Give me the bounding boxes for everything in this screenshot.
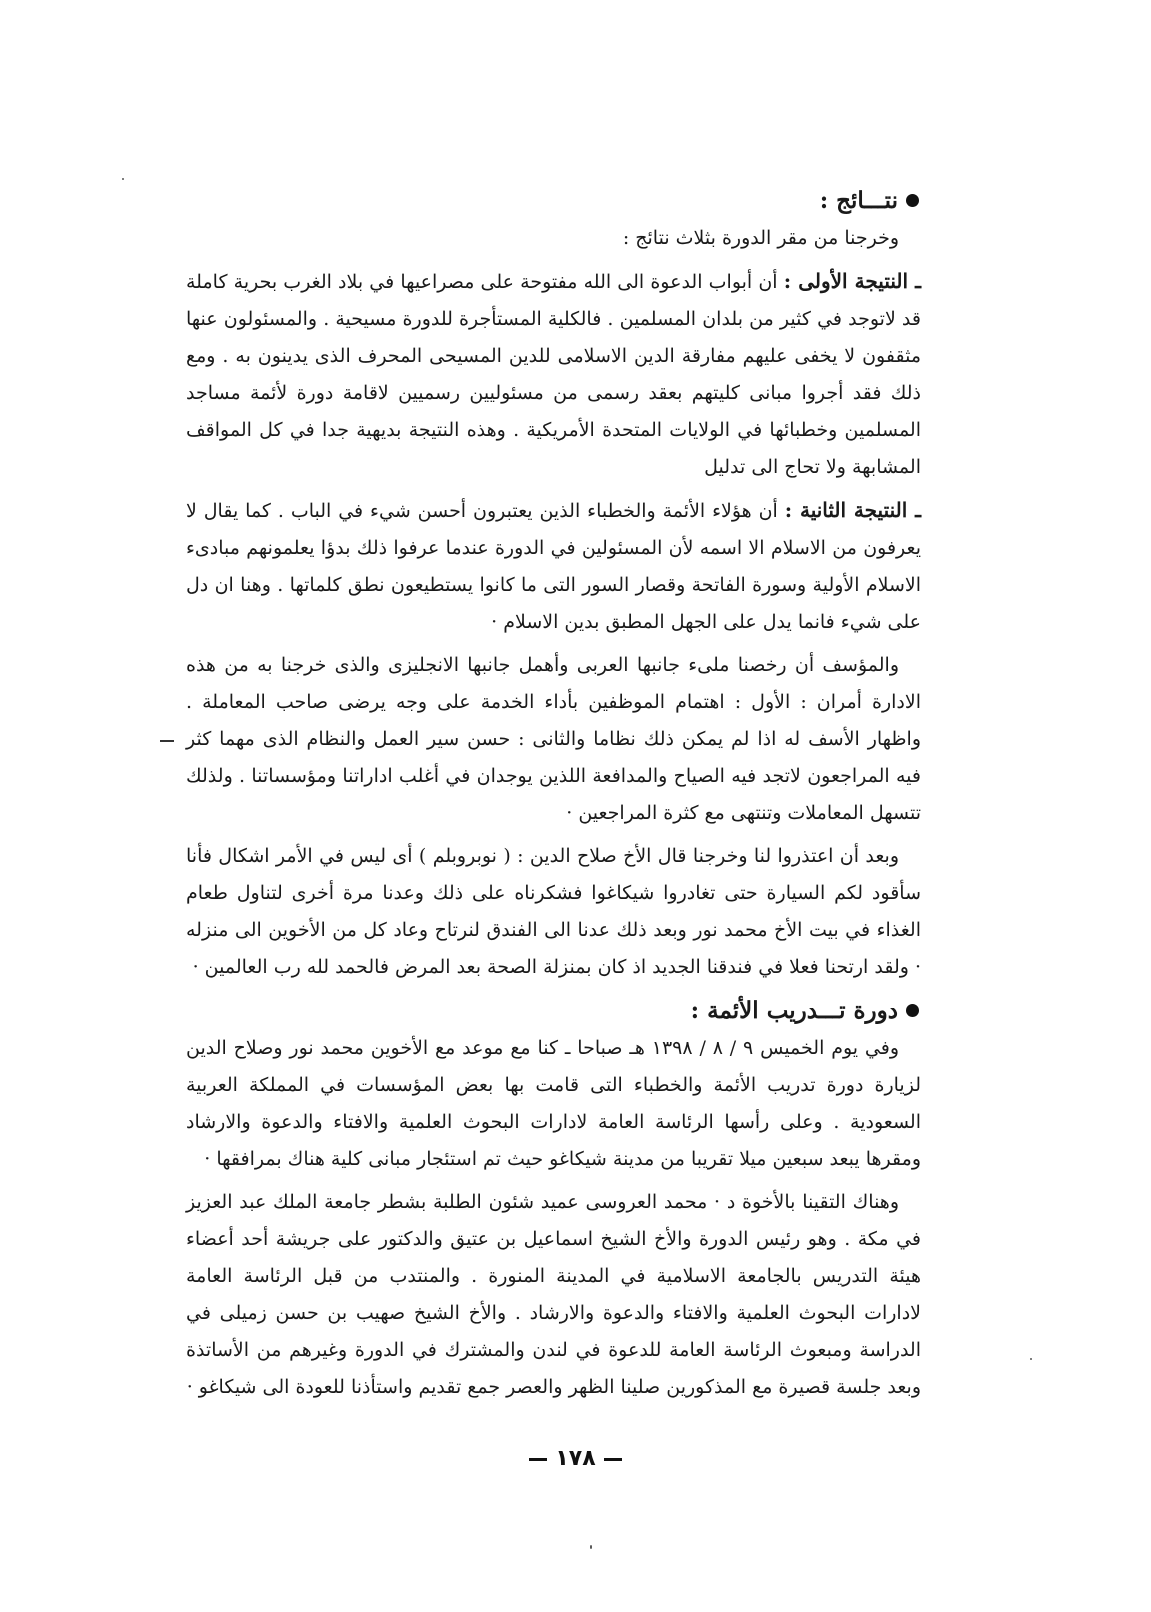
page-number — [0, 1446, 1151, 1471]
result-two-lead: ـ النتيجة الثانية : — [784, 498, 922, 522]
page-number-text: ١٧٨ — [555, 1446, 596, 1471]
scan-speck — [122, 178, 124, 180]
margin-mark — [160, 740, 174, 742]
result-one-text: أن أبواب الدعوة الى الله مفتوحة على مصراعيها في بلاد الغرب بحرية كاملة قد لاتوجد في كثير من بلدان المسلمين . فالكلية المستأجرة للدورة مسيحية . والمسئولون عنها مثقفون لا يخفى عليهم مفارقة الدين الاسلامى للدين المسيحى المحرف الذى يدينون به . ومع ذلك فقد أجروا مبانى كليتهم بعقد رسمى من مسئوليين رسميين لاقامة دورة لأئمة مساجد المسلمين وخطبائها في الولايات المتحدة الأمريكية . وهذه النتيجة بديهية جدا في كل المواقف المشابهة ولا تحاج الى تدليل — [186, 271, 921, 478]
section-heading-training — [186, 992, 921, 1030]
apology-paragraph: وبعد أن اعتذروا لنا وخرجنا قال الأخ صلاح الدين : ( نوبروبلم ) أى ليس في الأمر اشكال فأنا سأقود لكم السيارة حتى تغادروا شيكاغوا فشكرناه على ذلك وعدنا مرة أخرى لتناول طعام الغذاء في بيت الأخ محمد نور وبعد ذلك عدنا الى الفندق لنرتاح وعاد كل من الأخوين الى منزله · ولقد ارتحنا فعلا في فندقنا الجديد اذ كان بمنزلة الصحة بعد المرض فالحمد لله رب العالمين · — [186, 845, 921, 978]
scan-speck — [1030, 1358, 1032, 1360]
page-body — [186, 182, 921, 1412]
page-number-dash — [529, 1458, 547, 1461]
training-meeting-paragraph: وهناك التقينا بالأخوة د · محمد العروسى عميد شئون الطلبة بشطر جامعة الملك عبد العزيز في مكة . وهو رئيس الدورة والأخ الشيخ اسماعيل بن عتيق والدكتور على جريشة أحد أعضاء هيئة التدريس بالجامعة الاسلامية في المدينة المنورة . والمنتدب من قبل الرئاسة العامة لادارات البحوث العلمية والافتاء والدعوة والارشاد . والأخ الشيخ صهيب بن حسن زميلى في الدراسة ومبعوث الرئاسة العامة للدعوة في لندن والمشترك في الدورة وغيرهم من الأساتذة وبعد جلسة قصيرة مع المذكورين صلينا الظهر والعصر جمع تقديم واستأذنا للعودة الى شيكاغو · — [186, 1191, 921, 1398]
intro-paragraph: وخرجنا من مقر الدورة بثلاث نتائج : — [622, 227, 899, 249]
page-number-dash — [604, 1458, 622, 1461]
result-two-text: أن هؤلاء الأئمة والخطباء الذين يعتبرون أحسن شيء في الباب . كما يقال لا يعرفون من الاسلام الا اسمه لأن المسئولين في الدورة عندما عرفوا ذلك بدؤا يعلمونهم مبادىء الاسلام الأولية وسورة الفاتحة وقصار السور التى ما كانوا يستطيعون نطق كلماتها . وهنا ان دل على شيء فانما يدل على الجهل المطبق بدين الاسلام · — [186, 500, 921, 633]
training-visit-paragraph: وفي يوم الخميس ٩ / ٨ / ١٣٩٨ هـ صباحا ـ كنا مع موعد مع الأخوين محمد نور وصلاح الدين لزيارة دورة تدريب الأئمة والخطباء التى قامت بها بعض المؤسسات في المملكة العربية السعودية . وعلى رأسها الرئاسة العامة لادارات البحوث العلمية والافتاء والدعوة والارشاد ومقرها يبعد سبعين ميلا تقريبا من مدينة شيكاغو حيث تم استئجار مبانى كلية هناك بمرافقها · — [186, 1037, 921, 1170]
section-heading-results — [186, 182, 921, 220]
bullet-icon — [906, 1004, 919, 1017]
regret-paragraph: والمؤسف أن رخصنا ملىء جانبها العربى وأهمل جانبها الانجليزى والذى خرجنا به من هذه الادارة أمران : الأول : اهتمام الموظفين بأداء الخدمة على وجه يرضى صاحب المعاملة . واظهار الأسف له اذا لم يمكن ذلك نظاما والثانى : حسن سير العمل والنظام الذى مهما كثر فيه المراجعون لاتجد فيه الصياح والمدافعة اللذين يوجدان في أغلب اداراتنا ومؤسساتنا . ولذلك تتسهل المعاملات وتنتهى مع كثرة المراجعين · — [186, 654, 921, 824]
bullet-icon — [906, 194, 919, 207]
scan-speck — [590, 1545, 592, 1549]
result-two-paragraph — [186, 492, 921, 641]
result-one-paragraph — [186, 263, 921, 486]
heading-text: دورة تـــدريب الأئمة : — [690, 997, 898, 1024]
heading-text: نتـــائج : — [819, 187, 898, 214]
result-one-lead: ـ النتيجة الأولى : — [783, 269, 921, 293]
